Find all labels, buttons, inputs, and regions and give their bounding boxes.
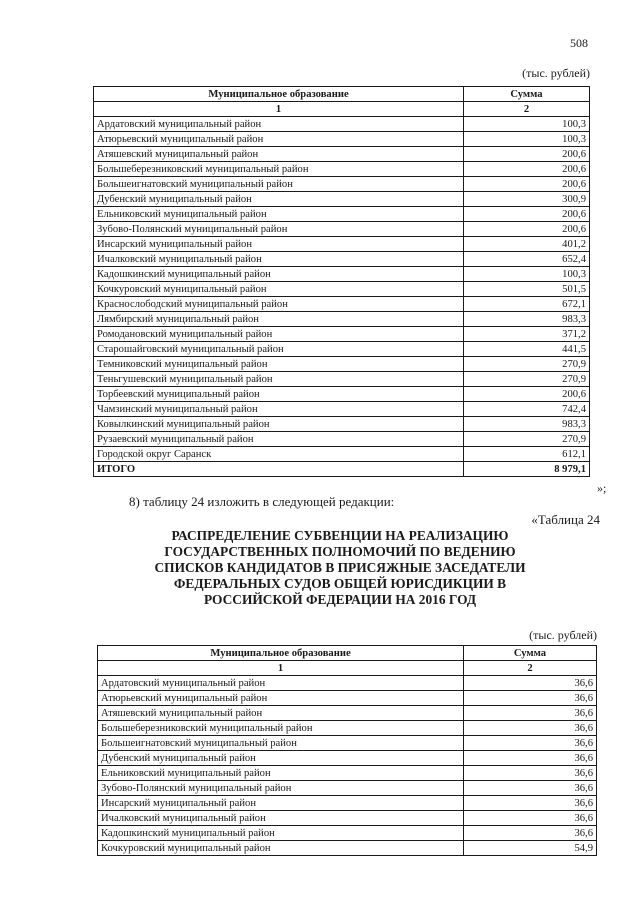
municipality-name: Ельниковский муниципальный район	[94, 207, 464, 222]
table-row	[94, 312, 590, 327]
amount-value: 36,6	[464, 736, 597, 751]
table-row	[94, 432, 590, 447]
table-row	[94, 342, 590, 357]
table-row	[98, 691, 597, 706]
column-number: 2	[464, 102, 590, 117]
municipality-name: Кадошкинский муниципальный район	[94, 267, 464, 282]
total-row	[94, 462, 590, 477]
total-value: 8 979,1	[464, 462, 590, 477]
table-row	[98, 736, 597, 751]
amendment-instruction: 8) таблицу 24 изложить в следующей редакции:	[129, 494, 395, 509]
amount-value: 401,2	[464, 237, 590, 252]
table-row	[94, 267, 590, 282]
amount-value: 612,1	[464, 447, 590, 462]
amount-value: 270,9	[464, 357, 590, 372]
column-header-amount: Сумма	[464, 646, 597, 661]
table-label: «Таблица 24	[531, 512, 600, 527]
amount-value: 36,6	[464, 691, 597, 706]
column-header-municipality: Муниципальное образование	[94, 87, 464, 102]
table-row	[98, 841, 597, 856]
table-row	[94, 282, 590, 297]
municipality-name: Теньгушевский муниципальный район	[94, 372, 464, 387]
units-label-table-1: (тыс. рублей)	[522, 66, 590, 80]
column-number-row	[94, 102, 590, 117]
municipality-name: Чамзинский муниципальный район	[94, 402, 464, 417]
municipality-name: Ковылкинский муниципальный район	[94, 417, 464, 432]
column-header-municipality: Муниципальное образование	[98, 646, 464, 661]
table-row	[98, 706, 597, 721]
municipality-name: Ичалковский муниципальный район	[94, 252, 464, 267]
municipality-name: Краснослободский муниципальный район	[94, 297, 464, 312]
amount-value: 200,6	[464, 207, 590, 222]
municipality-name: Торбеевский муниципальный район	[94, 387, 464, 402]
table-heading: РАСПРЕДЕЛЕНИЕ СУБВЕНЦИИ НА РЕАЛИЗАЦИЮ ГОСУДАРСТВЕННЫХ ПОЛНОМОЧИЙ ПО ВЕДЕНИЮ СПИСКОВ КАНДИДАТОВ В ПРИСЯЖНЫЕ ЗАСЕДАТЕЛИ ФЕДЕРАЛЬНЫХ СУДОВ ОБЩЕЙ ЮРИСДИКЦИИ В РОССИЙСКОЙ ФЕДЕРАЦИИ НА 2016 ГОД	[154, 528, 526, 607]
amount-value: 36,6	[464, 676, 597, 691]
table-row	[98, 721, 597, 736]
table-row	[94, 117, 590, 132]
table-row	[94, 237, 590, 252]
table-row	[94, 402, 590, 417]
amount-value: 200,6	[464, 177, 590, 192]
municipality-name: Темниковский муниципальный район	[94, 357, 464, 372]
table-row	[94, 177, 590, 192]
amount-value: 36,6	[464, 826, 597, 841]
table-row	[94, 207, 590, 222]
table-row	[94, 447, 590, 462]
amount-value: 36,6	[464, 781, 597, 796]
amount-value: 983,3	[464, 312, 590, 327]
column-header-amount: Сумма	[464, 87, 590, 102]
amount-value: 300,9	[464, 192, 590, 207]
table-row	[94, 147, 590, 162]
table-row	[98, 796, 597, 811]
amount-value: 371,2	[464, 327, 590, 342]
municipality-name: Атяшевский муниципальный район	[94, 147, 464, 162]
table-row	[98, 751, 597, 766]
amount-value: 36,6	[464, 811, 597, 826]
table-row	[98, 826, 597, 841]
table-row	[94, 132, 590, 147]
table-row	[94, 327, 590, 342]
amount-value: 652,4	[464, 252, 590, 267]
municipality-name: Ичалковский муниципальный район	[98, 811, 464, 826]
amount-value: 983,3	[464, 417, 590, 432]
municipality-name: Большеигнатовский муниципальный район	[94, 177, 464, 192]
subsidy-table-1	[93, 86, 590, 477]
amount-value: 54,9	[464, 841, 597, 856]
municipality-name: Инсарский муниципальный район	[98, 796, 464, 811]
table-row	[94, 252, 590, 267]
amount-value: 501,5	[464, 282, 590, 297]
table-row	[98, 766, 597, 781]
table-row	[94, 162, 590, 177]
municipality-name: Ардатовский муниципальный район	[94, 117, 464, 132]
municipality-name: Зубово-Полянский муниципальный район	[98, 781, 464, 796]
column-number: 2	[464, 661, 597, 676]
units-label-table-2: (тыс. рублей)	[529, 628, 597, 642]
column-number: 1	[94, 102, 464, 117]
page-number: 508	[570, 36, 588, 50]
table-row	[94, 372, 590, 387]
table-row	[98, 781, 597, 796]
amount-value: 100,3	[464, 132, 590, 147]
amount-value: 441,5	[464, 342, 590, 357]
municipality-name: Кочкуровский муниципальный район	[98, 841, 464, 856]
table-row	[94, 297, 590, 312]
table-row	[94, 192, 590, 207]
municipality-name: Кадошкинский муниципальный район	[98, 826, 464, 841]
municipality-name: Дубенский муниципальный район	[94, 192, 464, 207]
municipality-name: Кочкуровский муниципальный район	[94, 282, 464, 297]
amount-value: 200,6	[464, 222, 590, 237]
closing-quote-mark: »;	[597, 481, 607, 495]
municipality-name: Атяшевский муниципальный район	[98, 706, 464, 721]
municipality-name: Зубово-Полянский муниципальный район	[94, 222, 464, 237]
municipality-name: Городской округ Саранск	[94, 447, 464, 462]
municipality-name: Ардатовский муниципальный район	[98, 676, 464, 691]
table-header-row	[98, 646, 597, 661]
municipality-name: Лямбирский муниципальный район	[94, 312, 464, 327]
amount-value: 36,6	[464, 706, 597, 721]
table-row	[94, 357, 590, 372]
municipality-name: Ельниковский муниципальный район	[98, 766, 464, 781]
table-row	[98, 811, 597, 826]
municipality-name: Большеигнатовский муниципальный район	[98, 736, 464, 751]
municipality-name: Старошайговский муниципальный район	[94, 342, 464, 357]
amount-value: 672,1	[464, 297, 590, 312]
municipality-name: Ромодановский муниципальный район	[94, 327, 464, 342]
table-header-row	[94, 87, 590, 102]
amount-value: 36,6	[464, 796, 597, 811]
municipality-name: Рузаевский муниципальный район	[94, 432, 464, 447]
column-number-row	[98, 661, 597, 676]
amount-value: 742,4	[464, 402, 590, 417]
amount-value: 36,6	[464, 751, 597, 766]
total-label: ИТОГО	[94, 462, 464, 477]
table-row	[94, 417, 590, 432]
municipality-name: Инсарский муниципальный район	[94, 237, 464, 252]
municipality-name: Большеберезниковский муниципальный район	[98, 721, 464, 736]
amount-value: 200,6	[464, 147, 590, 162]
municipality-name: Атюрьевский муниципальный район	[98, 691, 464, 706]
amount-value: 36,6	[464, 766, 597, 781]
amount-value: 100,3	[464, 267, 590, 282]
table-row	[94, 387, 590, 402]
table-row	[94, 222, 590, 237]
subsidy-table-2	[97, 645, 597, 856]
amount-value: 200,6	[464, 162, 590, 177]
amount-value: 200,6	[464, 387, 590, 402]
column-number: 1	[98, 661, 464, 676]
amount-value: 270,9	[464, 432, 590, 447]
amount-value: 36,6	[464, 721, 597, 736]
amount-value: 100,3	[464, 117, 590, 132]
municipality-name: Атюрьевский муниципальный район	[94, 132, 464, 147]
municipality-name: Дубенский муниципальный район	[98, 751, 464, 766]
table-row	[98, 676, 597, 691]
amount-value: 270,9	[464, 372, 590, 387]
municipality-name: Большеберезниковский муниципальный район	[94, 162, 464, 177]
